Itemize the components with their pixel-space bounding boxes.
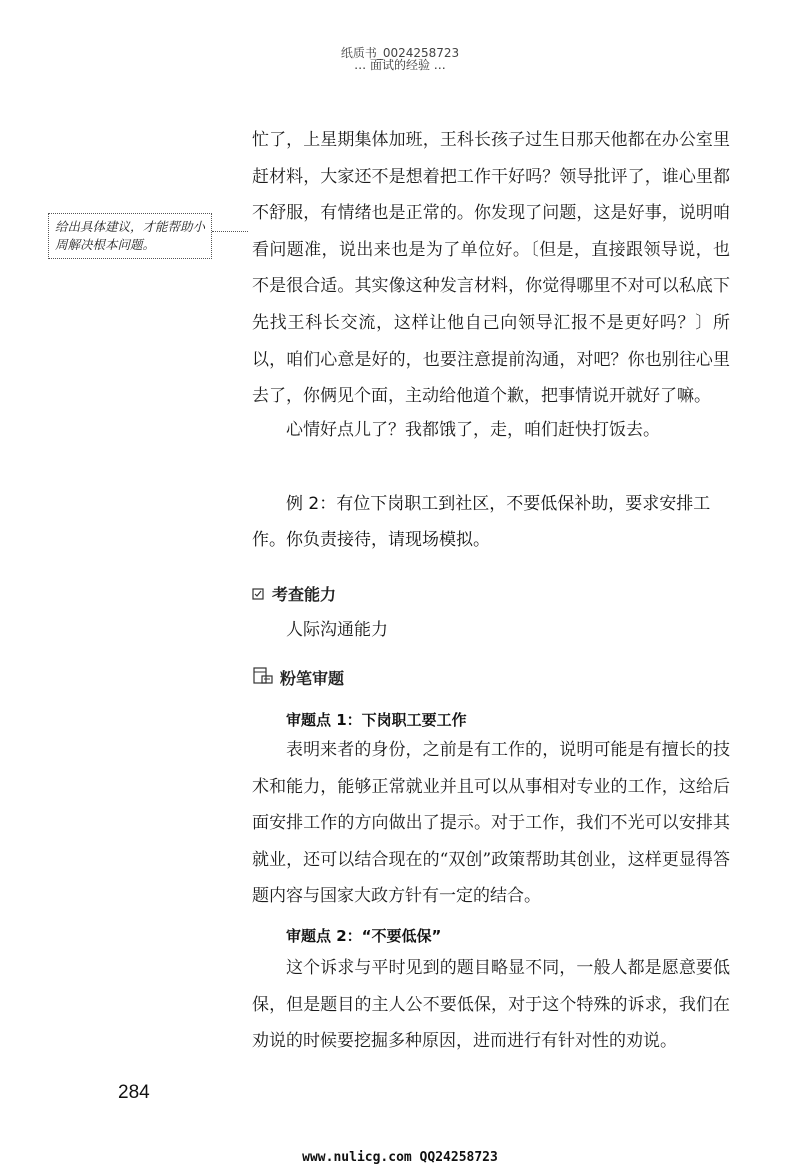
point-2-text: 这个诉求与平时见到的题目略显不同，一般人都是愿意要低保，但是题目的主人公不要低保，对于这个特殊的诉求，我们在劝说的时候要挖掘多种原因，进而进行有针对性的劝说。 xyxy=(252,958,730,1052)
ability-text: 人际沟通能力 xyxy=(286,620,388,640)
chalk-board-icon xyxy=(252,666,274,690)
margin-note-connector xyxy=(212,231,248,232)
section-heading-ability xyxy=(252,582,336,605)
body-paragraph-1: 忙了，上星期集体加班，王科长孩子过生日那天他都在办公室里赶材料，大家还不是想着把工作干好吗？领导批评了，谁心里都不舒服，有情绪也是正常的。你发现了问题，这是好事，说明咱看问题准，说出来也是为了单位好。〔但是，直接跟领导说，也不是很合适。其实像这种发言材料，你觉得哪里不对可以私底下先找王科长交流，这样让他自己向领导汇报不是更好吗？〕所以，咱们心意是好的，也要注意提前沟通，对吧？你也别往心里去了，你俩见个面，主动给他道个歉，把事情说开就好了嘛。 xyxy=(252,130,730,407)
page-number: 284 xyxy=(118,1082,150,1103)
point-1-text: 表明来者的身份，之前是有工作的，说明可能是有擅长的技术和能力，能够正常就业并且可以从事相对专业的工作，这给后面安排工作的方向做出了提示。对于工作，我们不光可以安排其就业，还可以结合现在的“双创”政策帮助其创业，这样更显得答题内容与国家大政方针有一定的结合。 xyxy=(252,740,730,907)
footer-url: www.nulicg.com QQ24258723 xyxy=(302,1150,498,1165)
checkbox-icon xyxy=(252,585,264,604)
point-2-heading: 审题点 2：“不要低保” xyxy=(286,927,442,945)
point-1-heading: 审题点 1：下岗职工要工作 xyxy=(286,711,467,729)
running-head: … 面试的经验 … xyxy=(354,58,446,72)
scan-stamp: 纸质书_0024258723 xyxy=(340,46,460,60)
section-heading-analysis xyxy=(252,666,344,689)
body-paragraph-2: 心情好点儿了？我都饿了，走，咱们赶快打饭去。 xyxy=(286,420,660,440)
section-heading-analysis-label: 粉笔审题 xyxy=(280,669,345,688)
section-heading-ability-label: 考查能力 xyxy=(272,585,337,604)
example-question: 例 2：有位下岗职工到社区，不要低保补助，要求安排工作。你负责接待，请现场模拟。 xyxy=(252,494,711,550)
margin-note: 给出具体建议，才能帮助小周解决根本问题。 xyxy=(48,213,212,259)
